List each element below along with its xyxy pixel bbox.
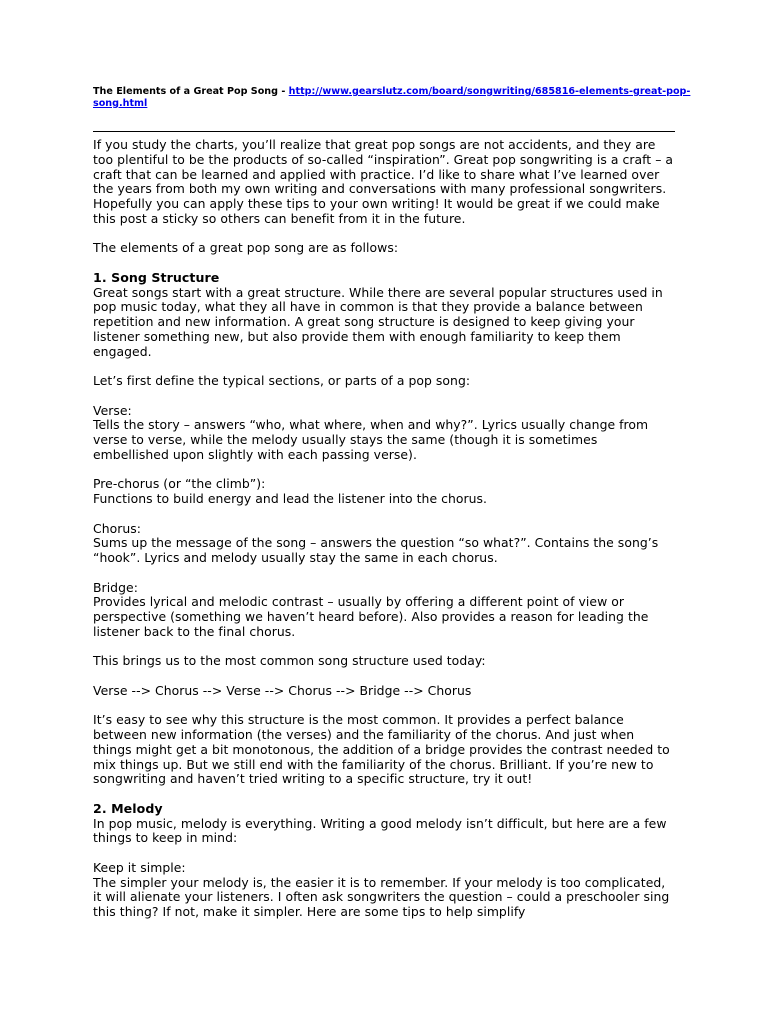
verse-description: Tells the story – answers “who, what where, when and why?”. Lyrics usually change from verse to verse, while the melody usually stays the same (though it is sometimes embellished upon slightly with each passing verse). (93, 417, 649, 462)
section-heading-melody: 2. Melody (93, 800, 163, 816)
source-link[interactable]: http://www.gearslutz.com/board/songwriting/685816-elements-great-pop-song.html (93, 86, 691, 109)
prechorus-description: Functions to build energy and lead the listener into the chorus. (93, 491, 488, 506)
document-header (93, 86, 693, 110)
chorus-description: Sums up the message of the song – answers the question “so what?”. Contains the song’s “hook”. Lyrics and melody usually stay the same in each chorus. (93, 535, 659, 565)
intro-paragraph: If you study the charts, you’ll realize that great pop songs are not accidents, and they are too plentiful to be the products of so-called “inspiration”. Great pop songwriting is a craft – a craft that can be learned and applied with practice. I’d like to share what I’ve learned over the years from both my own writing and conversations with many professional songwriters. Hopefully you can apply these tips to your own writing! It would be great if we could make this post a sticky so others can benefit from it in the future. (93, 137, 674, 226)
keep-simple-label: Keep it simple: (93, 859, 186, 875)
verse-label: Verse: (93, 402, 132, 418)
bridge-description: Provides lyrical and melodic contrast – usually by offering a different point of view or perspective (something we haven’t heard before). Also provides a reason for leading the listener back to the final chorus. (93, 594, 649, 639)
common-structure-paragraph: This brings us to the most common song structure used today: (93, 653, 486, 669)
structure-paragraph: Great songs start with a great structure. While there are several popular structures used in pop music today, what they all have in common is that they provide a balance between repetition and new information. A great song structure is designed to keep giving your listener something new, but also provide them with enough familiarity to keep them engaged. (93, 284, 663, 359)
article-body (93, 138, 675, 935)
elements-intro: The elements of a great pop song are as follows: (93, 240, 399, 256)
chorus-label: Chorus: (93, 520, 142, 536)
define-sections-paragraph: Let’s first define the typical sections, or parts of a pop song: (93, 373, 471, 388)
bridge-label: Bridge: (93, 579, 138, 595)
header-divider (93, 131, 675, 132)
structure-sequence: Verse --> Chorus --> Verse --> Chorus --> Bridge --> Chorus (93, 682, 472, 698)
keep-simple-description: The simpler your melody is, the easier it is to remember. If your melody is too complicated, it will alienate your listeners. I often ask songwriters the question – could a preschooler sing this thing? If not, make it simpler. Here are some tips to help simplify (93, 874, 670, 919)
section-heading-structure: 1. Song Structure (93, 269, 220, 285)
header-title: The Elements of a Great Pop Song - (93, 86, 289, 97)
prechorus-label: Pre-chorus (or “the climb”): (93, 476, 266, 492)
structure-explanation: It’s easy to see why this structure is the most common. It provides a perfect balance between new information (the verses) and the familiarity of the chorus. And just when things might get a bit monotonous, the addition of a bridge provides the contrast needed to mix things up. But we still end with the familiarity of the chorus. Brilliant. If you’re new to songwriting and haven’t tried writing to a specific structure, try it out! (93, 712, 670, 787)
melody-paragraph: In pop music, melody is everything. Writing a good melody isn’t difficult, but here are a few things to keep in mind: (93, 815, 667, 846)
